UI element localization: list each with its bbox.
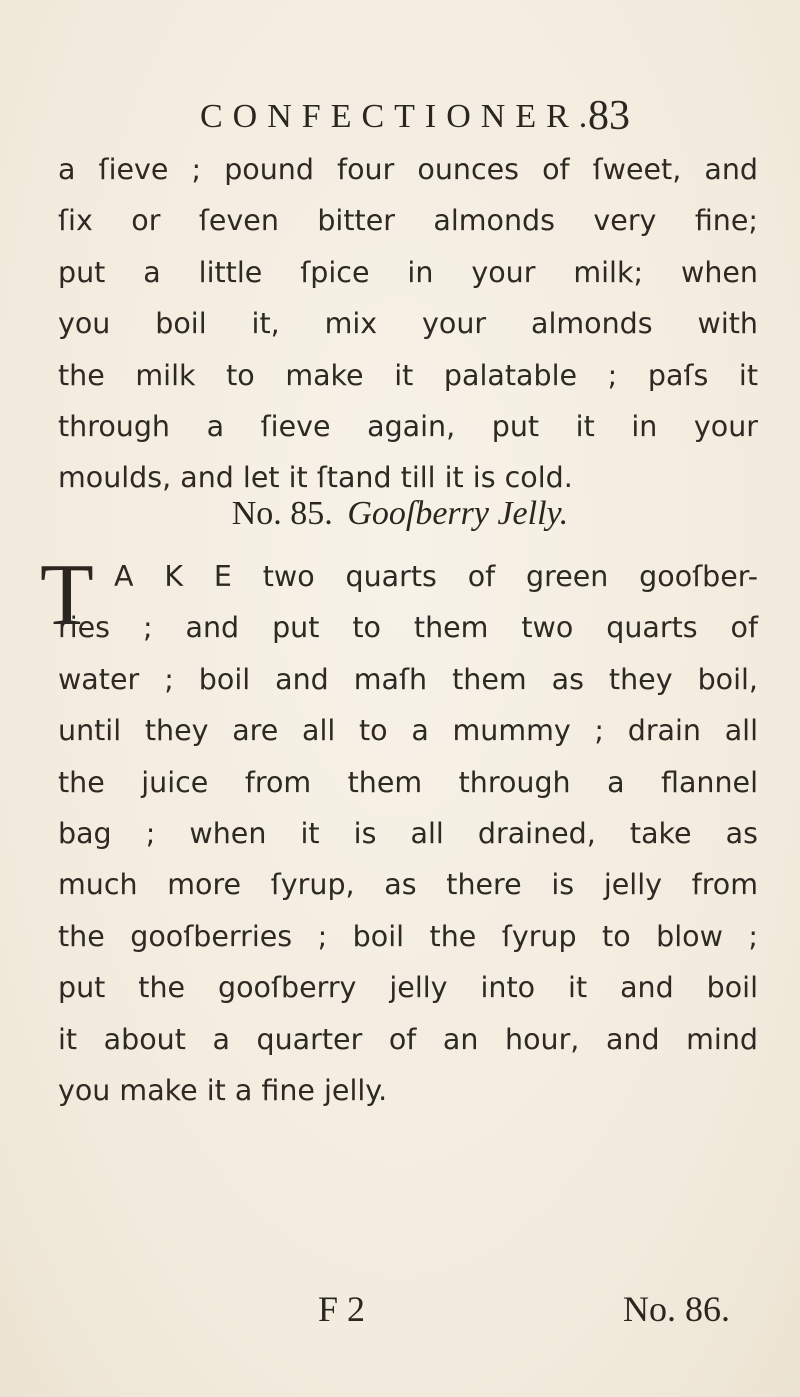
text-line: bag ; when it is all drained, take as: [58, 817, 758, 851]
text-line: the gooſberries ; boil the ſyrup to blow ;: [58, 919, 758, 953]
signature-mark: F 2: [318, 1289, 366, 1329]
text-line: you make it a fine jelly.: [58, 1074, 388, 1108]
recipe-heading: [0, 495, 800, 533]
drop-cap: T: [40, 547, 94, 644]
text-line: moulds, and let it ſtand till it is cold.: [58, 461, 573, 495]
page-number: 83: [588, 93, 630, 139]
catchword: No. 86.: [623, 1289, 730, 1329]
text-line: water ; boil and maſh them as they boil,: [58, 662, 758, 696]
recipe-paragraph: [58, 551, 758, 1116]
text-line: ſix or ſeven bitter almonds very fine;: [58, 204, 758, 238]
running-header: [200, 92, 630, 152]
text-line: put the gooſberry jelly into it and boil: [58, 971, 758, 1005]
paragraph-continuation: [58, 144, 758, 504]
text-line: much more ſyrup, as there is jelly from: [58, 868, 758, 902]
page-footer: [0, 1288, 800, 1338]
recipe-number: No. 85.: [231, 495, 333, 532]
text-line: you boil it, mix your almonds with: [58, 307, 758, 341]
recipe-name: Gooſberry Jelly.: [347, 495, 569, 532]
text-line: the milk to make it palatable ; paſs it: [58, 358, 758, 392]
text-line: until they are all to a mummy ; drain all: [58, 714, 758, 748]
text-line: ries ; and put to them two quarts of: [58, 611, 758, 645]
text-line: the juice from them through a flannel: [58, 765, 758, 799]
text-line: A K E two quarts of green gooſber-: [114, 560, 758, 593]
text-line: put a little ſpice in your milk; when: [58, 255, 758, 289]
text-line: a ſieve ; pound four ounces of ſweet, and: [58, 153, 758, 186]
running-title: CONFECTIONER.: [200, 98, 598, 135]
text-line: through a ſieve again, put it in your: [58, 410, 758, 444]
text-line: it about a quarter of an hour, and mind: [58, 1022, 758, 1056]
